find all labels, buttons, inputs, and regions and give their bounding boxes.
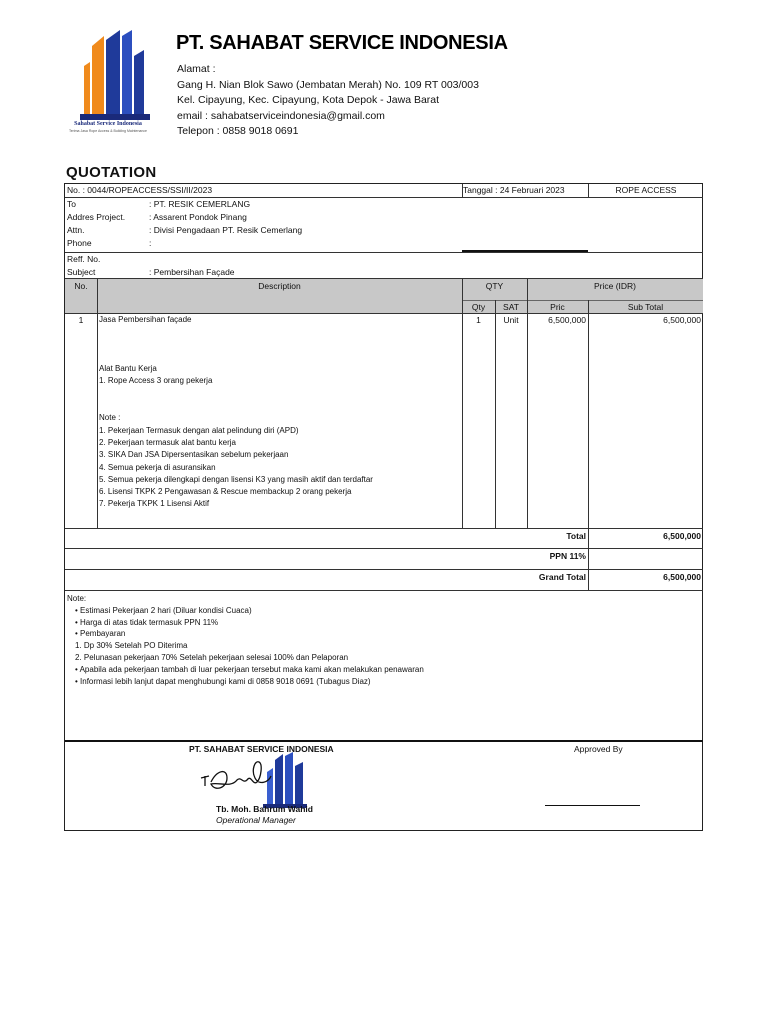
address-line: Kel. Cipayung, Kec. Cipayung, Kota Depok - Jawa Barat <box>177 94 440 106</box>
grand-total-label: Grand Total <box>538 572 586 582</box>
description-line: Note : <box>99 413 121 423</box>
note-line: 2. Pelunasan pekerjaan 70% Setelah pekerjaan selesai 100% dan Pelaporan <box>75 652 349 662</box>
subject-value: : Pembersihan Façade <box>149 267 235 277</box>
to-label: To <box>67 199 76 209</box>
quotation-date: Tanggal : 24 Februari 2023 <box>463 185 565 195</box>
description-line: 1. Pekerjaan Termasuk dengan alat pelindung diri (APD) <box>99 425 299 435</box>
description-line <box>99 388 373 400</box>
company-address <box>177 62 479 140</box>
description-line <box>99 326 373 338</box>
description-line <box>99 351 373 363</box>
row-subtotal: 6,500,000 <box>663 315 701 325</box>
ppn-label: PPN 11% <box>549 551 586 561</box>
to-value: : PT. RESIK CEMERLANG <box>149 199 251 209</box>
phone-line: Telepon : 0858 9018 0691 <box>177 125 299 137</box>
phone-label: Phone <box>67 238 92 248</box>
col-description-header: Description <box>258 281 301 291</box>
col-qty-group-header: QTY <box>485 281 504 291</box>
address-line: Gang H. Nian Blok Sawo (Jembatan Merah) No. 109 RT 003/003 <box>177 78 479 91</box>
description-line: 2. Pekerjaan termasuk alat bantu kerja <box>99 437 236 447</box>
row-qty: 1 <box>476 315 481 325</box>
subject-label: Subject <box>67 267 96 277</box>
row-price: 6,500,000 <box>548 315 586 325</box>
note-line: • Harga di atas tidak termasuk PPN 11% <box>75 617 219 627</box>
quotation-category: ROPE ACCESS <box>615 185 677 195</box>
approval-signature-line <box>545 805 640 806</box>
row-no: 1 <box>78 315 84 325</box>
reff-label: Reff. No. <box>67 254 101 264</box>
email-line: email : sahabatserviceindonesia@gmail.com <box>177 109 385 122</box>
logo-caption: Sahabat Service Indonesia <box>74 121 142 127</box>
signature-company: PT. SAHABAT SERVICE INDONESIA <box>189 744 334 754</box>
project-label: Addres Project. <box>67 212 126 222</box>
signer-title: Operational Manager <box>216 815 296 825</box>
quotation-table <box>64 183 703 831</box>
col-sat-header: SAT <box>503 302 519 312</box>
company-logo <box>74 26 156 136</box>
address-line: Alamat : <box>177 63 216 75</box>
row-sat: Unit <box>503 315 519 325</box>
description-line: 6. Lisensi TKPK 2 Pengawasan & Rescue membackup 2 orang pekerja <box>99 487 352 497</box>
description-line: Alat Bantu Kerja <box>99 364 157 374</box>
company-name: PT. SAHABAT SERVICE INDONESIA <box>176 32 508 54</box>
description-line: Jasa Pembersihan façade <box>99 315 192 324</box>
notes-title: Note: <box>67 594 87 603</box>
col-price-header: Pric <box>550 302 565 312</box>
col-price-group-header: Price (IDR) <box>593 281 637 291</box>
quotation-number: No. : 0044/ROPEACCESS/SSI/II/2023 <box>67 185 213 195</box>
description-line: 4. Semua pekerja di asuransikan <box>99 462 216 472</box>
description-line <box>99 400 373 412</box>
notes-section <box>67 593 424 687</box>
description-line: 7. Pekerja TKPK 1 Lisensi Aktif <box>99 499 210 509</box>
description-line: 5. Semua pekerja dilengkapi dengan lisensi K3 yang masih aktif dan terdaftar <box>99 474 373 484</box>
project-value: : Assarent Pondok Pinang <box>149 212 247 222</box>
signer-name: Tb. Moh. Bahrum Wahid <box>216 804 313 814</box>
total-label: Total <box>566 531 586 541</box>
note-line: • Estimasi Pekerjaan 2 hari (Diluar kondisi Cuaca) <box>75 605 252 615</box>
logo-subcaption: Terima Jasa Rope Access & Building Maintenance <box>68 129 147 133</box>
note-line: • Pembayaran <box>75 629 126 639</box>
note-line: 1. Dp 30% Setelah PO Diterima <box>75 641 188 651</box>
col-no-header: No. <box>74 281 88 291</box>
description-line: 3. SIKA Dan JSA Dipersentasikan sebelum pekerjaan <box>99 450 289 460</box>
col-qty-header: Qty <box>471 302 486 312</box>
col-subtotal-header: Sub Total <box>627 302 664 312</box>
approved-by-label: Approved By <box>574 744 623 754</box>
grand-total-value: 6,500,000 <box>663 572 701 582</box>
document-title: QUOTATION <box>66 164 157 181</box>
phone-value: : <box>149 238 152 248</box>
description-line <box>99 339 373 351</box>
description-line: 1. Rope Access 3 orang pekerja <box>99 376 213 386</box>
letterhead <box>62 22 510 140</box>
note-line: • Informasi lebih lanjut dapat menghubungi kami di 0858 9018 0691 (Tubagus Diaz) <box>75 676 371 686</box>
row-description <box>99 314 373 511</box>
attn-label: Attn. <box>67 225 85 235</box>
note-line: • Apabila ada pekerjaan tambah di luar pekerjaan tersebut maka kami akan melakukan penawaran <box>75 664 424 674</box>
total-value: 6,500,000 <box>663 531 701 541</box>
attn-value: : Divisi Pengadaan PT. Resik Cemerlang <box>149 225 303 235</box>
